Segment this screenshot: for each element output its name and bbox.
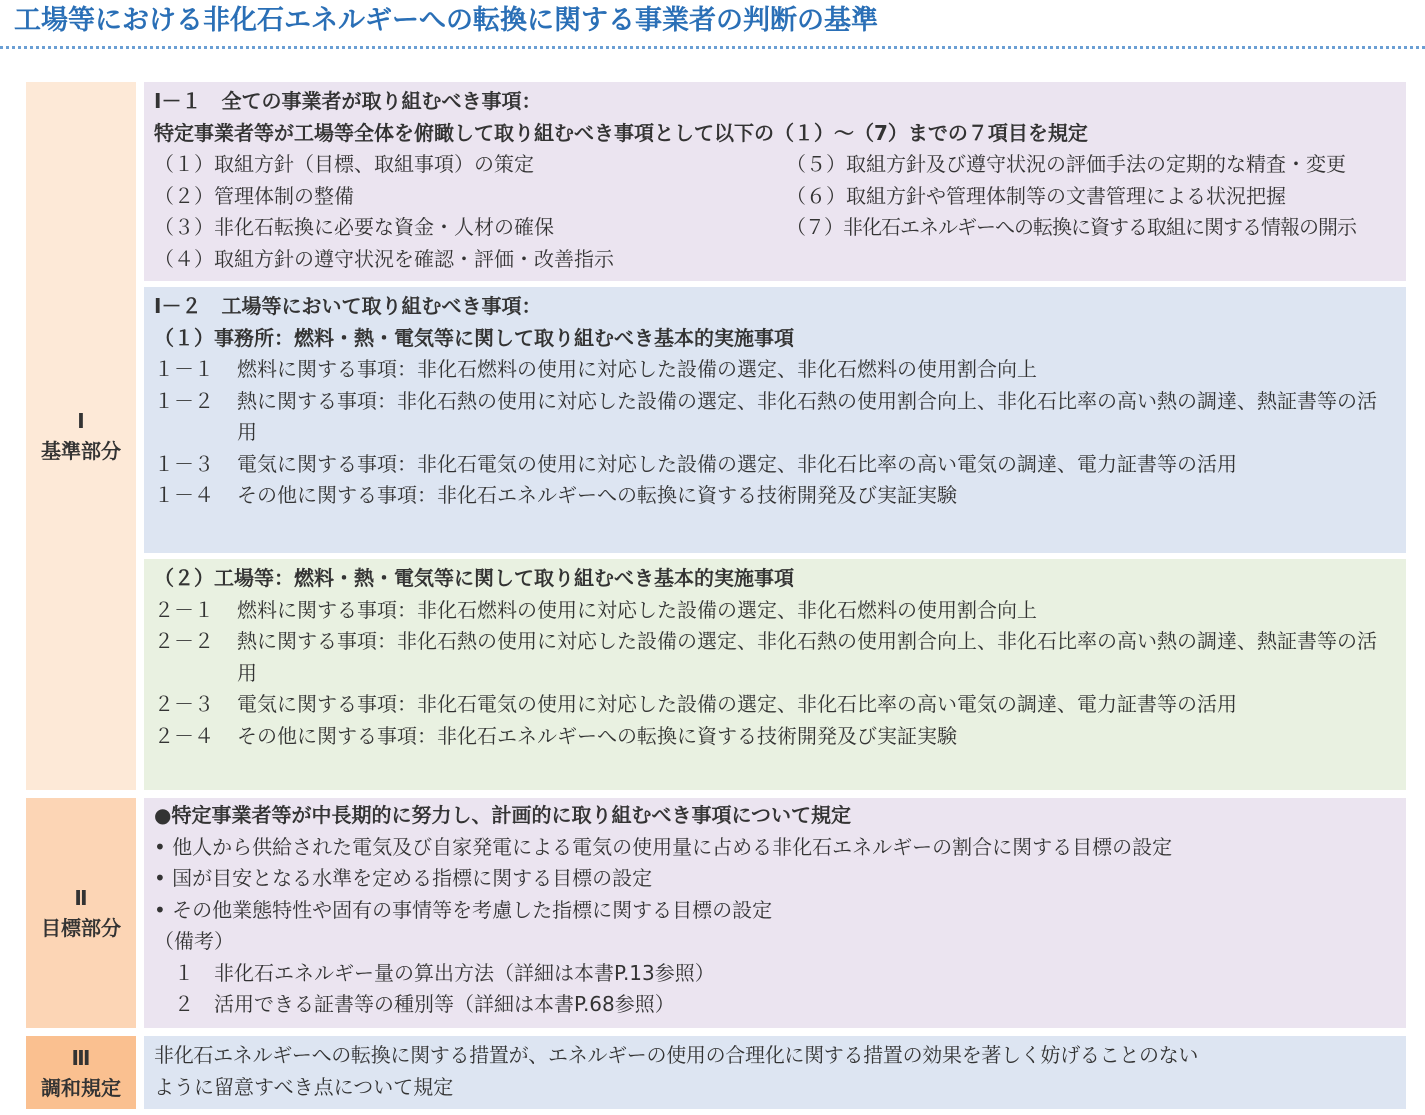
note-item: ２ 活用できる証書等の種別等（詳細は本書P.68参照） bbox=[174, 992, 675, 1016]
item-number: １－３ bbox=[154, 451, 214, 476]
box-i-1-right-column bbox=[786, 149, 1396, 275]
section-3-name: 調和規定 bbox=[41, 1075, 121, 1100]
item-text: 熱に関する事項：非化石熱の使用に対応した設備の選定、非化石熱の使用割合向上、非化石比率の高い熱の調達、熱証書等の活用 bbox=[237, 629, 1377, 685]
section-2-name: 目標部分 bbox=[41, 916, 121, 940]
list-item: （５）取組方針及び遵守状況の評価手法の定期的な精査・変更 bbox=[786, 152, 1346, 176]
box-i-2-office bbox=[144, 287, 1406, 553]
section-1-label bbox=[26, 82, 136, 790]
box-iii bbox=[144, 1036, 1406, 1109]
list-item bbox=[154, 721, 1396, 753]
item-text: その他に関する事項：非化石エネルギーへの転換に資する技術開発及び実証実験 bbox=[237, 723, 957, 748]
box-i-2-factory bbox=[144, 559, 1406, 790]
list-item bbox=[154, 595, 1396, 627]
list-item: （３）非化石転換に必要な資金・人材の確保 bbox=[154, 215, 554, 239]
section-2-number: Ⅱ bbox=[74, 886, 88, 910]
section-3-number: Ⅲ bbox=[71, 1045, 91, 1070]
item-number: ２－４ bbox=[154, 723, 214, 748]
box-i-2-factory-heading: （２）工場等：燃料・熱・電気等に関して取り組むべき基本的実施事項 bbox=[154, 566, 794, 590]
list-item: （７）非化石エネルギーへの転換に資する取組に関する情報の開示 bbox=[786, 215, 1356, 239]
item-number: １－１ bbox=[154, 357, 214, 381]
list-item bbox=[154, 689, 1396, 721]
box-ii-heading: ●特定事業者等が中長期的に努力し、計画的に取り組むべき事項について規定 bbox=[154, 803, 852, 827]
box-iii-text-line-1: 非化石エネルギーへの転換に関する措置が、エネルギーの使用の合理化に関する措置の効果を著しく妨げることのない bbox=[154, 1043, 1199, 1067]
list-item: • 国が目安となる水準を定める指標に関する目標の設定 bbox=[154, 866, 653, 890]
box-ii bbox=[144, 798, 1406, 1028]
list-item: • その他業態特性や固有の事情等を考慮した指標に関する目標の設定 bbox=[154, 897, 773, 922]
list-item: （１）取組方針（目標、取組事項）の策定 bbox=[154, 152, 534, 176]
item-text: 電気に関する事項：非化石電気の使用に対応した設備の選定、非化石比率の高い電気の調達、電力証書等の活用 bbox=[237, 692, 1237, 716]
box-i-1-heading: Ⅰ－１ 全ての事業者が取り組むべき事項： bbox=[154, 89, 542, 113]
box-i-2-heading: Ⅰ－２ 工場等において取り組むべき事項： bbox=[154, 294, 542, 318]
list-item bbox=[154, 354, 1396, 386]
box-i-1-subheading: 特定事業者等が工場等全体を俯瞰して取り組むべき事項として以下の（１）～（7）までの７項目を規定 bbox=[154, 120, 1088, 145]
note-label: （備考） bbox=[154, 929, 234, 953]
item-text: 燃料に関する事項：非化石燃料の使用に対応した設備の選定、非化石燃料の使用割合向上 bbox=[237, 357, 1037, 381]
section-1-number: Ⅰ bbox=[77, 409, 85, 433]
box-i-1-left-column bbox=[154, 149, 786, 275]
item-text: 熱に関する事項：非化石熱の使用に対応した設備の選定、非化石熱の使用割合向上、非化石比率の高い熱の調達、熱証書等の活用 bbox=[237, 388, 1377, 444]
list-item bbox=[154, 480, 1396, 512]
list-item: （４）取組方針の遵守状況を確認・評価・改善指示 bbox=[154, 246, 614, 271]
item-number: ２－３ bbox=[154, 692, 214, 716]
box-i-1 bbox=[144, 82, 1406, 281]
list-item bbox=[154, 386, 1396, 449]
list-item: （２）管理体制の整備 bbox=[154, 183, 354, 208]
section-1-name: 基準部分 bbox=[41, 439, 121, 463]
page-title: 工場等における非化石エネルギーへの転換に関する事業者の判断の基準 bbox=[14, 5, 878, 36]
title-dotted-divider bbox=[0, 46, 1425, 49]
item-text: その他に関する事項：非化石エネルギーへの転換に資する技術開発及び実証実験 bbox=[237, 483, 957, 507]
item-number: ２－２ bbox=[154, 629, 214, 653]
list-item: • 他人から供給された電気及び自家発電による電気の使用量に占める非化石エネルギーの割合に関する目標の設定 bbox=[154, 834, 1173, 859]
section-3-label bbox=[26, 1036, 136, 1109]
item-number: １－４ bbox=[154, 483, 214, 507]
section-2-label bbox=[26, 798, 136, 1028]
item-number: １－２ bbox=[154, 388, 214, 413]
box-i-1-items bbox=[154, 149, 1396, 275]
list-item bbox=[154, 626, 1396, 689]
item-text: 電気に関する事項：非化石電気の使用に対応した設備の選定、非化石比率の高い電気の調達、電力証書等の活用 bbox=[237, 451, 1237, 476]
box-iii-text-line-2: ように留意すべき点について規定 bbox=[154, 1074, 454, 1099]
list-item: （６）取組方針や管理体制等の文書管理による状況把握 bbox=[786, 183, 1286, 208]
item-text: 燃料に関する事項：非化石燃料の使用に対応した設備の選定、非化石燃料の使用割合向上 bbox=[237, 597, 1037, 622]
note-item: １ 非化石エネルギー量の算出方法（詳細は本書P.13参照） bbox=[174, 960, 715, 985]
item-number: ２－１ bbox=[154, 597, 214, 622]
list-item bbox=[154, 449, 1396, 481]
box-i-2-subheading: （１）事務所：燃料・熱・電気等に関して取り組むべき基本的実施事項 bbox=[154, 325, 794, 350]
